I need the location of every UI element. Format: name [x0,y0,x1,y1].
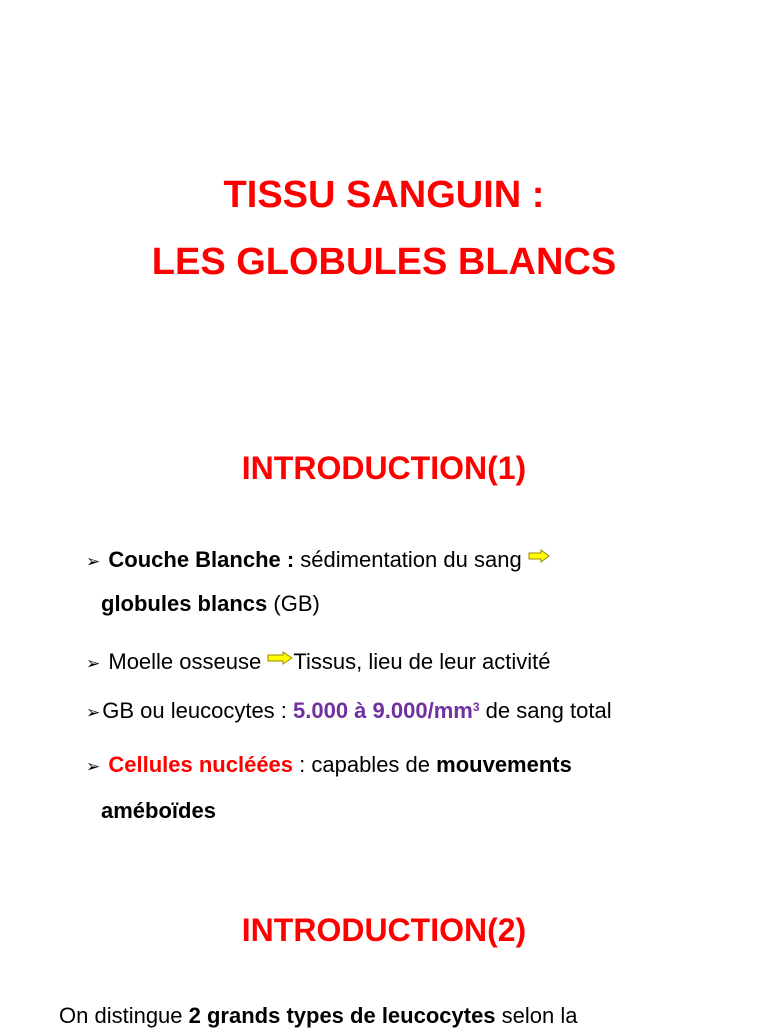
bullet-arrow-icon: ➢ [86,654,101,673]
title-line-2: LES GLOBULES BLANCS [151,241,617,283]
right-arrow-icon [528,545,550,567]
item-text: : capables de [293,752,437,777]
right-arrow-icon [267,647,293,669]
list-item [86,754,572,776]
bullet-arrow-icon: ➢ [86,552,101,571]
item-bold-label: Couche Blanche : [108,547,295,572]
item-text: sédimentation du sang [294,547,528,572]
item-text: Moelle osseuse [102,649,268,674]
item-red-label: Cellules nucléées [108,752,294,777]
list-item [86,700,612,722]
item-bold-label: améboïdes [101,798,216,823]
paragraph-text: selon la [495,1003,578,1028]
paragraph-bold: 2 grands types de leucocytes [188,1003,496,1028]
section-heading-introduction-2: INTRODUCTION(2) [241,912,527,948]
item-text: (GB) [267,591,320,616]
bullet-arrow-icon: ➢ [86,757,101,776]
superscript: 3 [472,700,480,714]
leukocyte-count-value: 5.000 à 9.000/mm [293,698,473,723]
section-heading-introduction-1: INTRODUCTION(1) [241,450,527,486]
paragraph-text: On distingue [59,1003,189,1028]
bullet-arrow-icon: ➢ [86,703,101,722]
list-item-continuation [101,800,216,822]
item-text: Tissus, lieu de leur activité [293,649,551,674]
title-line-1: TISSU SANGUIN : [223,174,545,216]
item-bold-label: globules blancs [101,591,268,616]
item-text: GB ou leucocytes : [102,698,294,723]
item-bold-label: mouvements [436,752,572,777]
list-item [86,545,550,571]
list-item-continuation [101,593,320,615]
list-item [86,647,551,673]
item-text: de sang total [479,698,612,723]
